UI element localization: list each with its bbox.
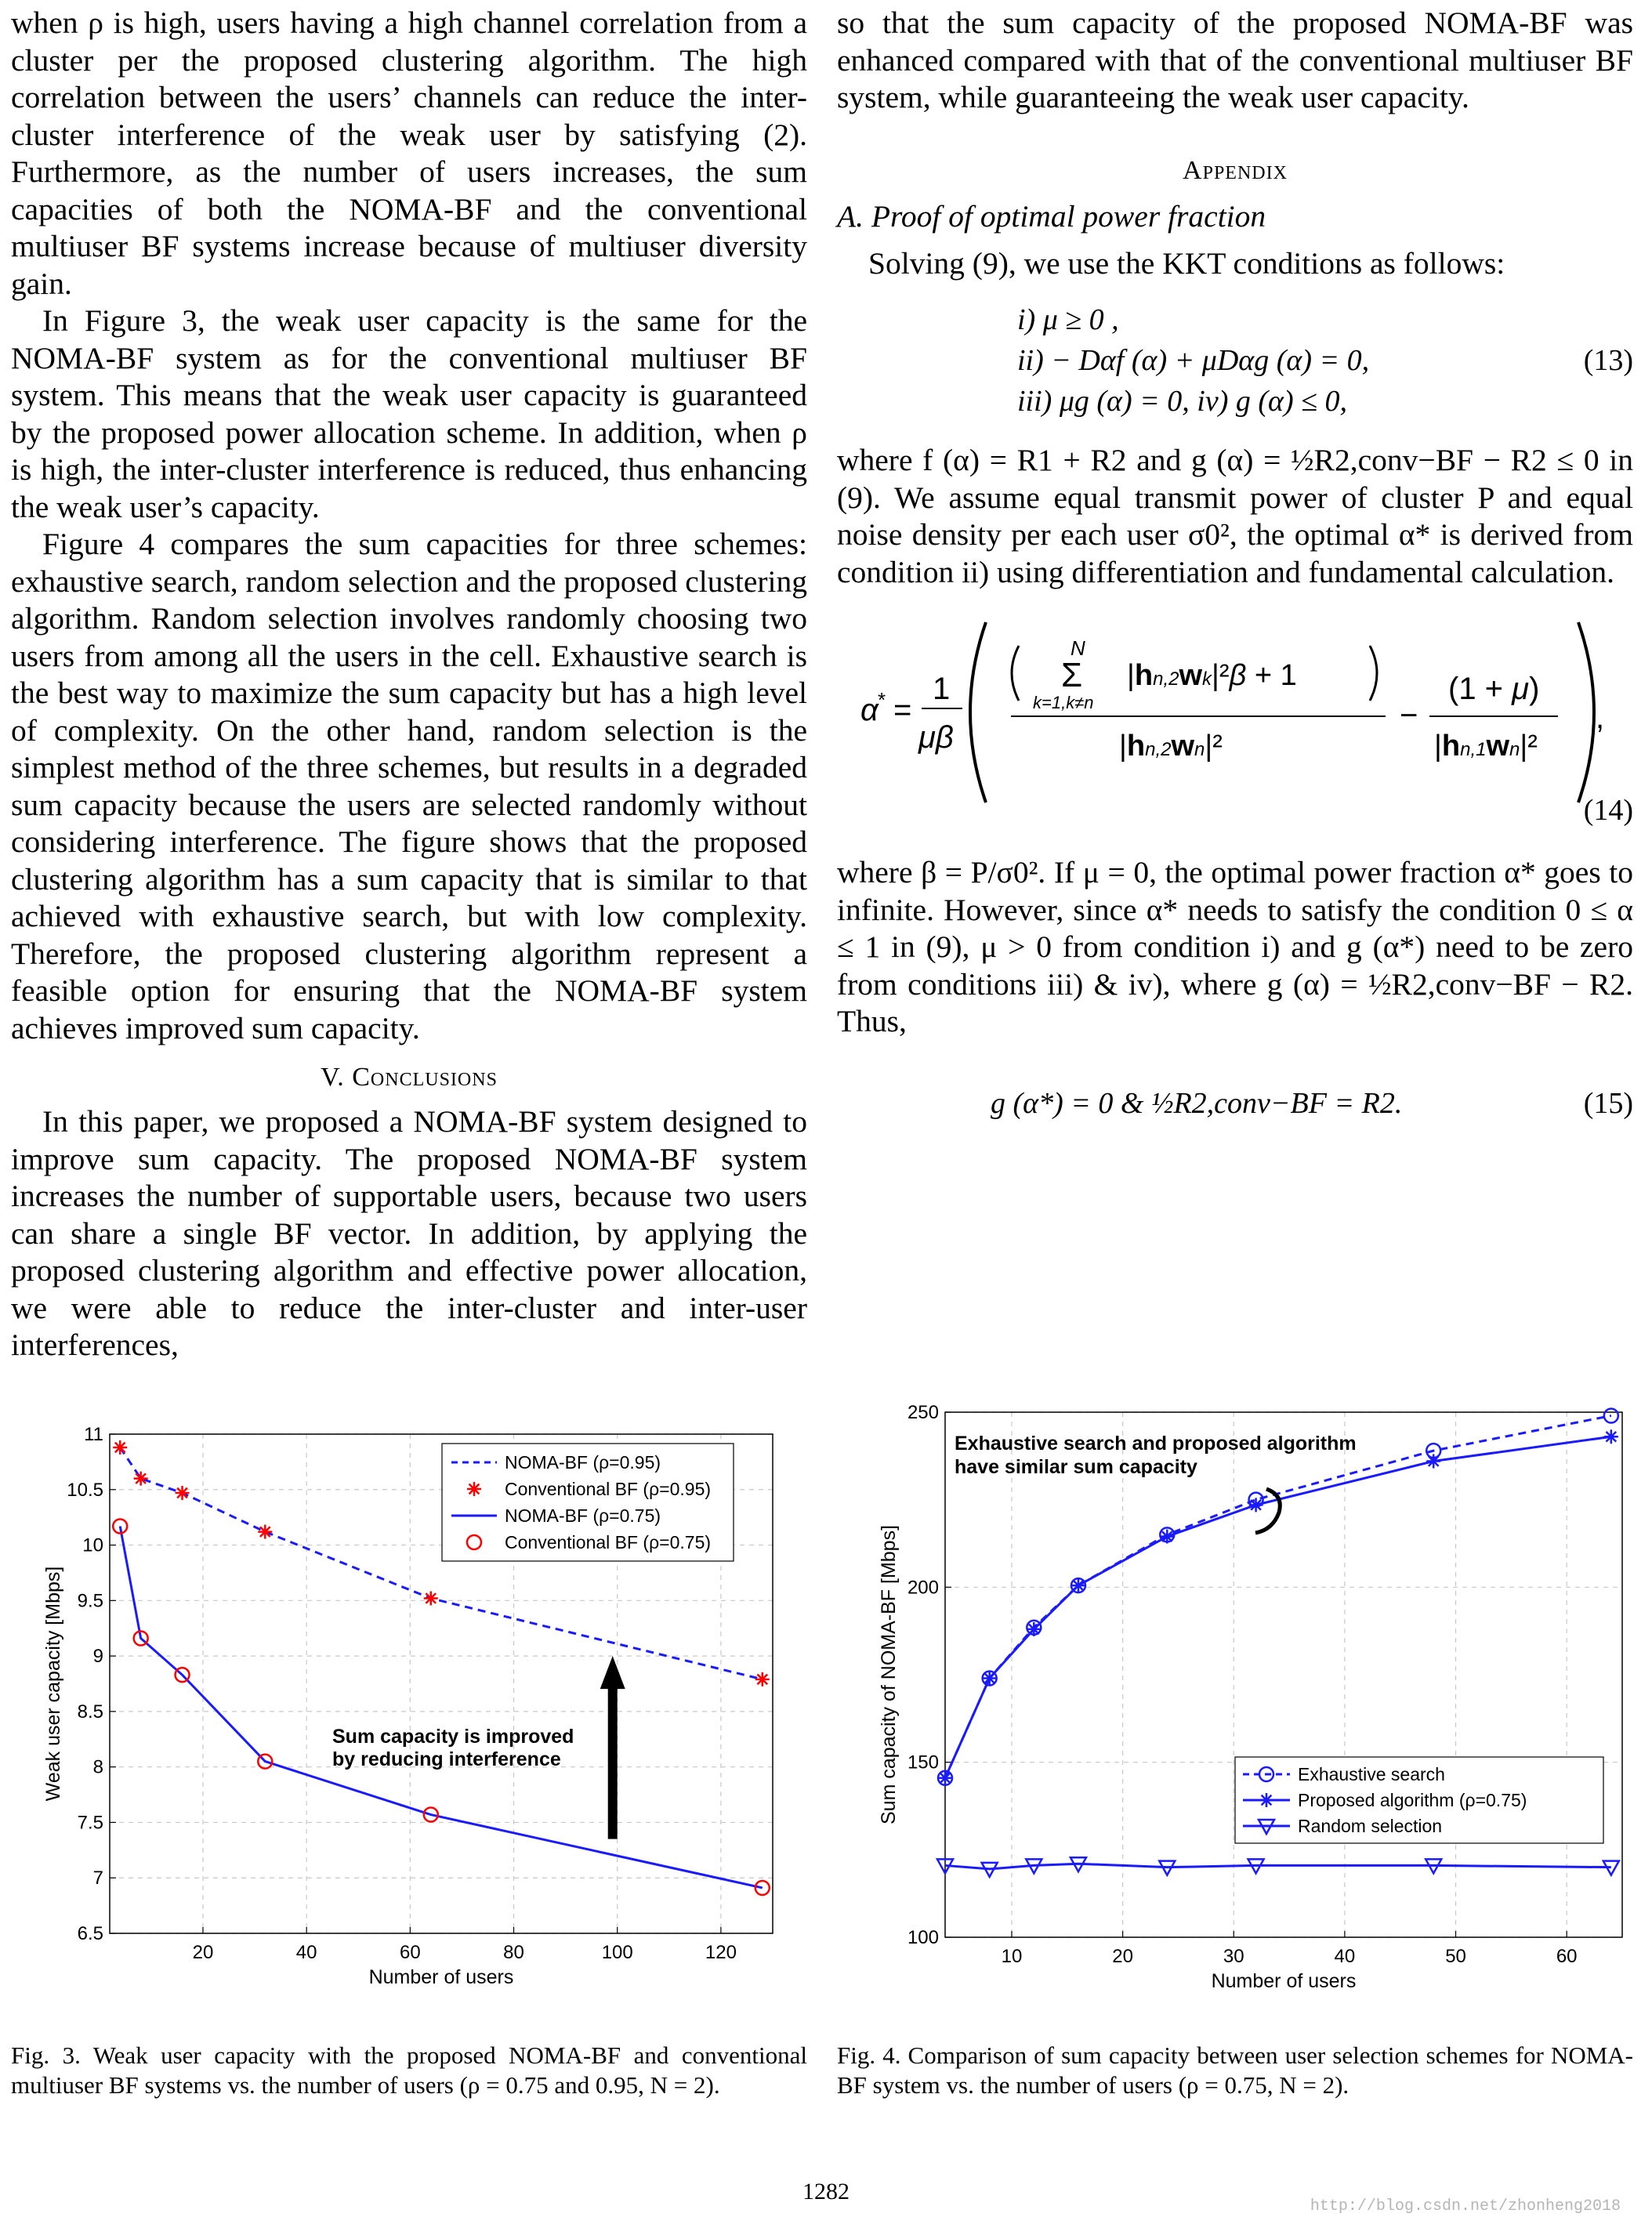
y-tick-label: 7 [92, 1868, 103, 1889]
left-paragraph-1: when ρ is high, users having a high channel correlation from a cluster per the proposed clustering algorithm. The high correlation between the users’ channels can reduce the inter-cluster interference of the weak user by satisfying (2). Furthermore, as the number of users increases, the sum capacities of both the NOMA-BF and the conventional multiuser BF systems increase because of multiuser diversity gain. [11, 5, 807, 301]
x-tick-label: 40 [295, 1942, 317, 1963]
legend [442, 1444, 734, 1561]
right-column [837, 0, 1633, 1147]
y-tick-label: 6.5 [77, 1923, 103, 1944]
series-line [945, 1436, 1611, 1777]
svg-text:|hn,1wn|²: |hn,1wn|² [1434, 730, 1538, 763]
equation-14 [837, 599, 1633, 834]
svg-text:μβ: μβ [918, 720, 954, 755]
legend-label: Conventional BF (ρ=0.95) [505, 1479, 712, 1499]
equation-13 [837, 292, 1633, 425]
x-axis-label: Number of users [1211, 1970, 1357, 1991]
section-title-conclusions: V. Conclusions [321, 1063, 498, 1092]
figure-3-chart [11, 1411, 807, 2006]
y-tick-label: 8.5 [77, 1701, 103, 1723]
svg-text:α: α [860, 693, 879, 727]
svg-text:=: = [893, 693, 912, 727]
right-paragraph-2: Solving (9), we use the KKT conditions as follows: [868, 245, 1505, 281]
data-point [983, 1671, 997, 1685]
figure-3-caption: Fig. 3. Weak user capacity with the proposed NOMA-BF and conventional multiuser BF systems vs. the number of users (ρ = 0.75 and 0.95, N = 2). [11, 2041, 807, 2099]
y-tick-label: 200 [907, 1577, 939, 1599]
legend-label: Proposed algorithm (ρ=0.75) [1298, 1790, 1527, 1810]
svg-text:1: 1 [933, 672, 951, 706]
svg-text:*: * [878, 688, 886, 712]
data-point [176, 1486, 190, 1500]
svg-text:k=1,k≠n: k=1,k≠n [1033, 693, 1094, 712]
figure-4-chart [837, 1395, 1633, 1991]
x-tick-label: 30 [1223, 1946, 1244, 1967]
svg-text:−: − [1400, 698, 1418, 733]
legend-label: Exhaustive search [1298, 1764, 1445, 1784]
equation-15 [837, 1061, 1633, 1147]
annotation-line-2: have similar sum capacity [955, 1456, 1197, 1478]
subsection-title-a: A. Proof of optimal power fraction [837, 198, 1266, 234]
eq13-number: (13) [1583, 344, 1633, 377]
grid [945, 1412, 1622, 1937]
figure-4-caption: Fig. 4. Comparison of sum capacity between user selection schemes for NOMA-BF system vs. the number of users (ρ = 0.75, N = 2). [837, 2041, 1633, 2099]
y-tick-label: 8 [92, 1756, 103, 1778]
annotation-line-2: by reducing interference [332, 1748, 561, 1770]
series-2 [937, 1857, 1619, 1877]
svg-text:N: N [1071, 636, 1085, 660]
svg-text:Σ: Σ [1061, 656, 1083, 694]
x-tick-label: 100 [601, 1942, 633, 1963]
x-tick-label: 60 [399, 1942, 421, 1963]
y-tick-label: 100 [907, 1927, 939, 1948]
section-title-appendix: Appendix [1183, 155, 1288, 185]
x-tick-label: 60 [1556, 1946, 1578, 1967]
legend-marker [1259, 1793, 1273, 1807]
svg-text:|hn,2wn|²: |hn,2wn|² [1119, 730, 1223, 763]
right-paragraph-3: where f (α) = R1 + R2 and g (α) = ½R2,conv−BF − R2 ≤ 0 in (9). We assume equal transmit power of cluster P and equal noise density per each user σ0², the optimal α* is derived from condition ii) using differentiation and fundamental calculation. [837, 443, 1633, 589]
eq14-formula [837, 599, 1633, 834]
series-2 [120, 1526, 763, 1887]
data-point [258, 1525, 272, 1539]
plot-frame [945, 1412, 1622, 1937]
data-point [134, 1472, 148, 1486]
x-tick-label: 80 [503, 1942, 524, 1963]
x-tick-label: 20 [192, 1942, 214, 1963]
y-tick-label: 10 [82, 1534, 103, 1556]
svg-text:(1 + μ): (1 + μ) [1448, 672, 1540, 706]
annotation-bracket [1255, 1489, 1280, 1533]
x-axis-label: Number of users [368, 1966, 514, 1988]
x-tick-label: 120 [705, 1942, 737, 1963]
annotation-arrow-head [600, 1656, 625, 1689]
data-point [938, 1771, 952, 1785]
y-tick-label: 150 [907, 1752, 939, 1773]
series-line [120, 1526, 763, 1887]
legend-label: NOMA-BF (ρ=0.95) [505, 1452, 661, 1473]
legend [1235, 1757, 1603, 1843]
x-tick-label: 50 [1445, 1946, 1466, 1967]
eq15-number: (15) [1583, 1086, 1633, 1120]
data-point [755, 1672, 770, 1686]
eq14-number: (14) [1583, 794, 1633, 827]
eq13-line-3: iii) μg (α) = 0, iv) g (α) ≤ 0, [1017, 385, 1347, 418]
right-paragraph-1: so that the sum capacity of the proposed NOMA-BF was enhanced compared with that of the conventional multiuser BF system, while guaranteeing the weak user capacity. [837, 5, 1633, 114]
series-line [945, 1864, 1611, 1869]
data-point [1071, 1578, 1085, 1592]
data-point [1426, 1455, 1440, 1469]
legend-label: NOMA-BF (ρ=0.75) [505, 1505, 661, 1526]
data-point [1604, 1429, 1618, 1444]
x-tick-label: 20 [1112, 1946, 1133, 1967]
x-tick-label: 40 [1334, 1946, 1356, 1967]
data-point [1160, 1530, 1174, 1544]
legend-label: Random selection [1298, 1816, 1443, 1836]
series-1 [938, 1429, 1618, 1784]
data-point [1027, 1622, 1041, 1636]
watermark: http://blog.csdn.net/zhonheng2018 [1310, 2197, 1621, 2215]
y-tick-label: 250 [907, 1402, 939, 1423]
left-paragraph-3: Figure 4 compares the sum capacities for three schemes: exhaustive search, random selection and the proposed clustering algorithm. Random selection involves randomly choosing two users from among all the users in the cell. Exhaustive search is the best way to maximize the sum capacity but has a high level of complexity. On the other hand, random selection is the simplest method of the three schemes, but results in a degraded sum capacity because the users are selected randomly without considering interference. The figure shows that the proposed clustering algorithm has a sum capacity that is similar to that achieved with exhaustive search, but with low complexity. Therefore, the proposed clustering algorithm represent a feasible option for ensuring that the NOMA-BF system achieves improved sum capacity. [11, 527, 807, 1045]
y-tick-label: 11 [84, 1424, 103, 1445]
annotation-line-1: Exhaustive search and proposed algorithm [955, 1433, 1357, 1455]
eq15-formula: g (α*) = 0 & ½R2,conv−BF = R2. [991, 1086, 1403, 1120]
right-paragraph-4: where β = P/σ0². If μ = 0, the optimal power fraction α* goes to infinite. However, since α* needs to satisfy the condition 0 ≤ α ≤ 1 in (9), μ > 0 from condition i) and g (α*) need to be zero from conditions iii) & iv), where g (α) = ½R2,conv−BF − R2. Thus, [837, 855, 1633, 1038]
legend-swatch [467, 1482, 481, 1496]
y-tick-label: 7.5 [77, 1812, 103, 1834]
y-tick-label: 9.5 [77, 1590, 103, 1612]
eq13-line-2: ii) − Dαf (α) + μDαg (α) = 0, [1017, 344, 1370, 377]
page-number: 1282 [802, 2179, 850, 2204]
left-column [11, 0, 807, 1364]
data-point [1249, 1498, 1263, 1512]
svg-text:|hn,2wk|²β + 1: |hn,2wk|²β + 1 [1127, 659, 1297, 692]
annotation-line-1: Sum capacity is improved [332, 1726, 574, 1748]
data-point [113, 1440, 127, 1455]
x-tick-label: 10 [1001, 1946, 1023, 1967]
left-paragraph-2: In Figure 3, the weak user capacity is the same for the NOMA-BF system as for the conventional multiuser BF system. This means that the weak user capacity is guaranteed by the proposed power allocation scheme. In addition, when ρ is high, the inter-cluster interference is reduced, thus enhancing the weak user’s capacity. [11, 303, 807, 524]
legend-label: Conventional BF (ρ=0.75) [505, 1532, 712, 1552]
y-axis-label: Sum capacity of NOMA-BF [Mbps] [878, 1524, 900, 1825]
y-tick-label: 9 [92, 1646, 103, 1668]
eq13-line-1: i) μ ≥ 0 , [1017, 303, 1119, 336]
left-paragraph-4: In this paper, we proposed a NOMA-BF system designed to improve sum capacity. The proposed NOMA-BF system increases the number of supportable users, because two users can share a single BF vector. In addition, by applying the proposed clustering algorithm and effective power allocation, we were able to reduce the inter-cluster and inter-user interferences, [11, 1104, 807, 1362]
svg-text:,: , [1596, 701, 1605, 735]
data-point [424, 1592, 438, 1606]
y-tick-label: 10.5 [67, 1479, 103, 1501]
y-axis-label: Weak user capacity [Mbps] [42, 1566, 64, 1802]
